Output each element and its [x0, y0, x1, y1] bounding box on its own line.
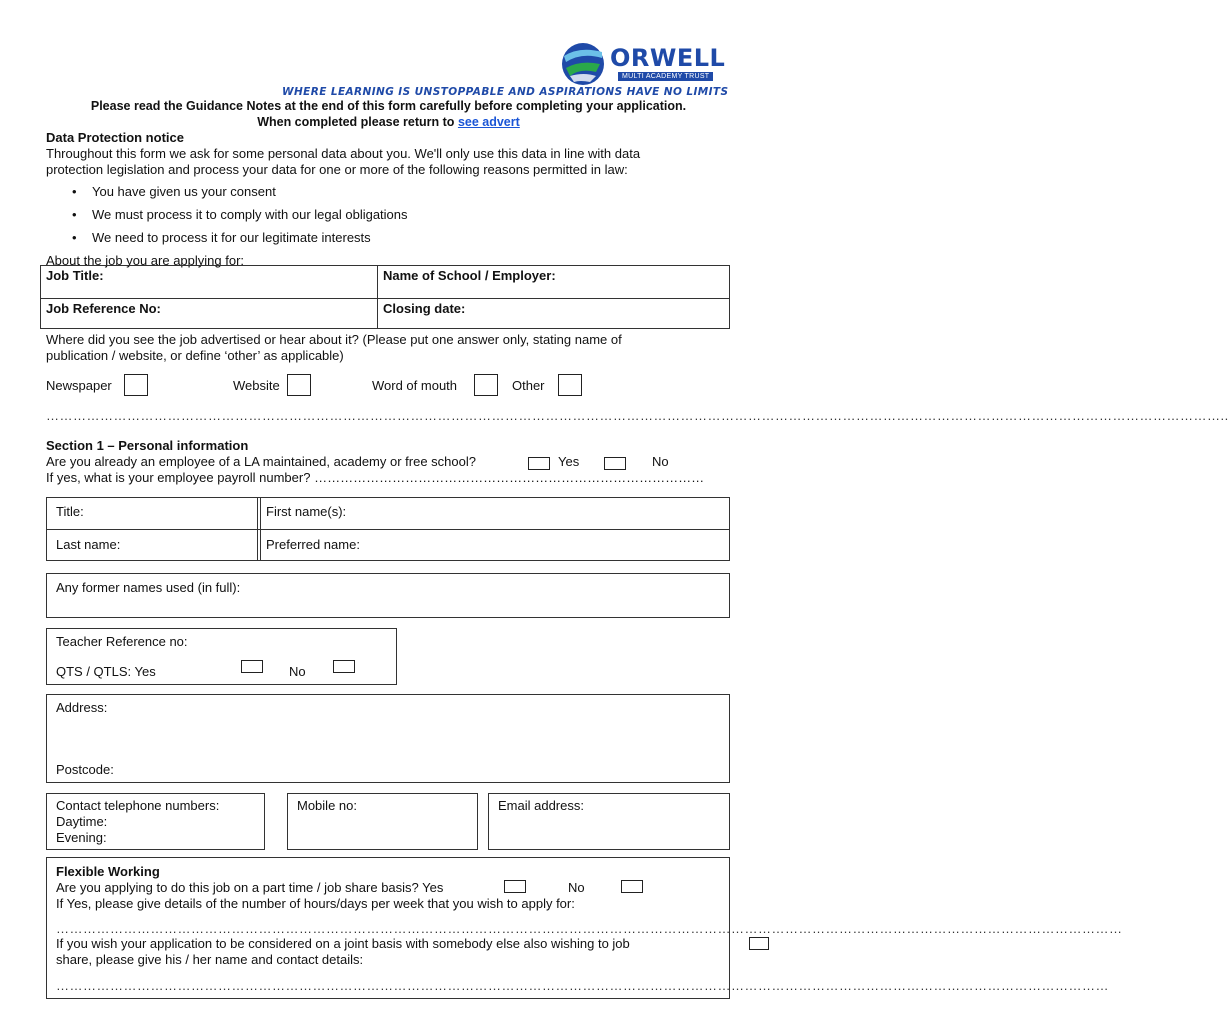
job-intro: About the job you are applying for:: [46, 253, 245, 268]
teacher-ref-label: Teacher Reference no:: [56, 634, 188, 649]
word-of-mouth-checkbox[interactable]: [474, 374, 498, 396]
part-time-yes-checkbox[interactable]: [504, 880, 526, 893]
former-names-label: Any former names used (in full):: [56, 580, 241, 595]
first-names-label: First name(s):: [266, 504, 347, 519]
part-time-no-label: No: [568, 880, 585, 895]
hours-question: If Yes, please give details of the number of hours/days per week that you wish to apply for:: [56, 896, 575, 911]
option-newspaper-label: Newspaper: [46, 378, 112, 393]
intro-line1: Please read the Guidance Notes at the end of this form carefully before completing your application.: [90, 99, 687, 113]
logo: [560, 42, 725, 86]
title-label: Title:: [56, 504, 84, 519]
see-advert-link[interactable]: see advert: [457, 115, 520, 129]
job-title-field[interactable]: Job Title:: [46, 268, 104, 283]
reason-item: • You have given us your consent: [46, 180, 408, 203]
hours-details-line[interactable]: …………………………………………………………………………………………………………………………………………………………………………………………………………………: [56, 921, 1123, 936]
option-word-of-mouth-label: Word of mouth: [372, 378, 458, 393]
source-details-line[interactable]: ………………………………………………………………………………………………………………………………………………………………………………………………………………………………………..: [46, 408, 1229, 423]
employee-yes-label: Yes: [558, 454, 580, 469]
data-protection-text-2: protection legislation and process your data for one or more of the following reasons permitted in law:: [46, 162, 628, 177]
school-employer-field[interactable]: Name of School / Employer:: [383, 268, 556, 283]
payroll-question[interactable]: If yes, what is your employee payroll number? ………………………………………………………………………………: [46, 470, 705, 485]
source-question-2: publication / website, or define ‘other’ as applicable): [46, 348, 344, 363]
joint-basis-question-1: If you wish your application to be considered on a joint basis with somebody else also wishing to job: [56, 936, 630, 951]
website-checkbox[interactable]: [287, 374, 311, 396]
section1-heading: Section 1 – Personal information: [46, 438, 249, 453]
employee-no-label: No: [652, 454, 669, 469]
logo-emblem-icon: [560, 42, 606, 86]
qts-yes-checkbox[interactable]: [241, 660, 263, 673]
newspaper-checkbox[interactable]: [124, 374, 148, 396]
joint-basis-question-2: share, please give his / her name and contact details:: [56, 952, 364, 967]
joint-details-line[interactable]: ………………………………………………………………………………………………………………………………………………………………………………………………………………: [56, 978, 1109, 993]
closing-date-field[interactable]: Closing date:: [383, 301, 466, 316]
last-name-label: Last name:: [56, 537, 121, 552]
evening-label: Evening:: [56, 830, 107, 845]
part-time-no-checkbox[interactable]: [621, 880, 643, 893]
email-label: Email address:: [498, 798, 584, 813]
data-protection-heading: Data Protection notice: [46, 130, 184, 145]
source-question-1: Where did you see the job advertised or hear about it? (Please put one answer only, stating name of: [46, 332, 622, 347]
qts-label: QTS / QTLS: Yes: [56, 664, 156, 679]
address-label: Address:: [56, 700, 108, 715]
contact-tel-label: Contact telephone numbers:: [56, 798, 220, 813]
address-field[interactable]: [46, 694, 730, 783]
employee-no-checkbox[interactable]: [604, 457, 626, 470]
part-time-question: Are you applying to do this job on a part time / job share basis? Yes: [56, 880, 444, 895]
reason-item: • We need to process it for our legitimate interests: [46, 226, 408, 249]
employee-yes-checkbox[interactable]: [528, 457, 550, 470]
tagline: WHERE LEARNING IS UNSTOPPABLE AND ASPIRATIONS HAVE NO LIMITS: [282, 86, 729, 98]
mobile-label: Mobile no:: [297, 798, 357, 813]
qts-no-checkbox[interactable]: [333, 660, 355, 673]
option-other-label: Other: [512, 378, 545, 393]
logo-subtitle: MULTI ACADEMY TRUST: [618, 72, 713, 81]
joint-basis-checkbox[interactable]: [749, 937, 769, 950]
reason-item: • We must process it to comply with our legal obligations: [46, 203, 408, 226]
intro-line2: [46, 115, 731, 129]
job-reference-field[interactable]: Job Reference No:: [46, 301, 161, 316]
employee-question: Are you already an employee of a LA maintained, academy or free school?: [46, 454, 476, 469]
other-checkbox[interactable]: [558, 374, 582, 396]
preferred-name-label: Preferred name:: [266, 537, 360, 552]
intro-line2-prefix: When completed please return to: [257, 115, 455, 129]
flexible-heading: Flexible Working: [56, 864, 160, 879]
postcode-label: Postcode:: [56, 762, 114, 777]
daytime-label: Daytime:: [56, 814, 108, 829]
data-protection-text-1: Throughout this form we ask for some personal data about you. We'll only use this data in line with data: [46, 146, 641, 161]
logo-name: ORWELL: [610, 44, 726, 72]
qts-no-label: No: [289, 664, 306, 679]
option-website-label: Website: [233, 378, 280, 393]
data-protection-reasons: [46, 180, 408, 249]
